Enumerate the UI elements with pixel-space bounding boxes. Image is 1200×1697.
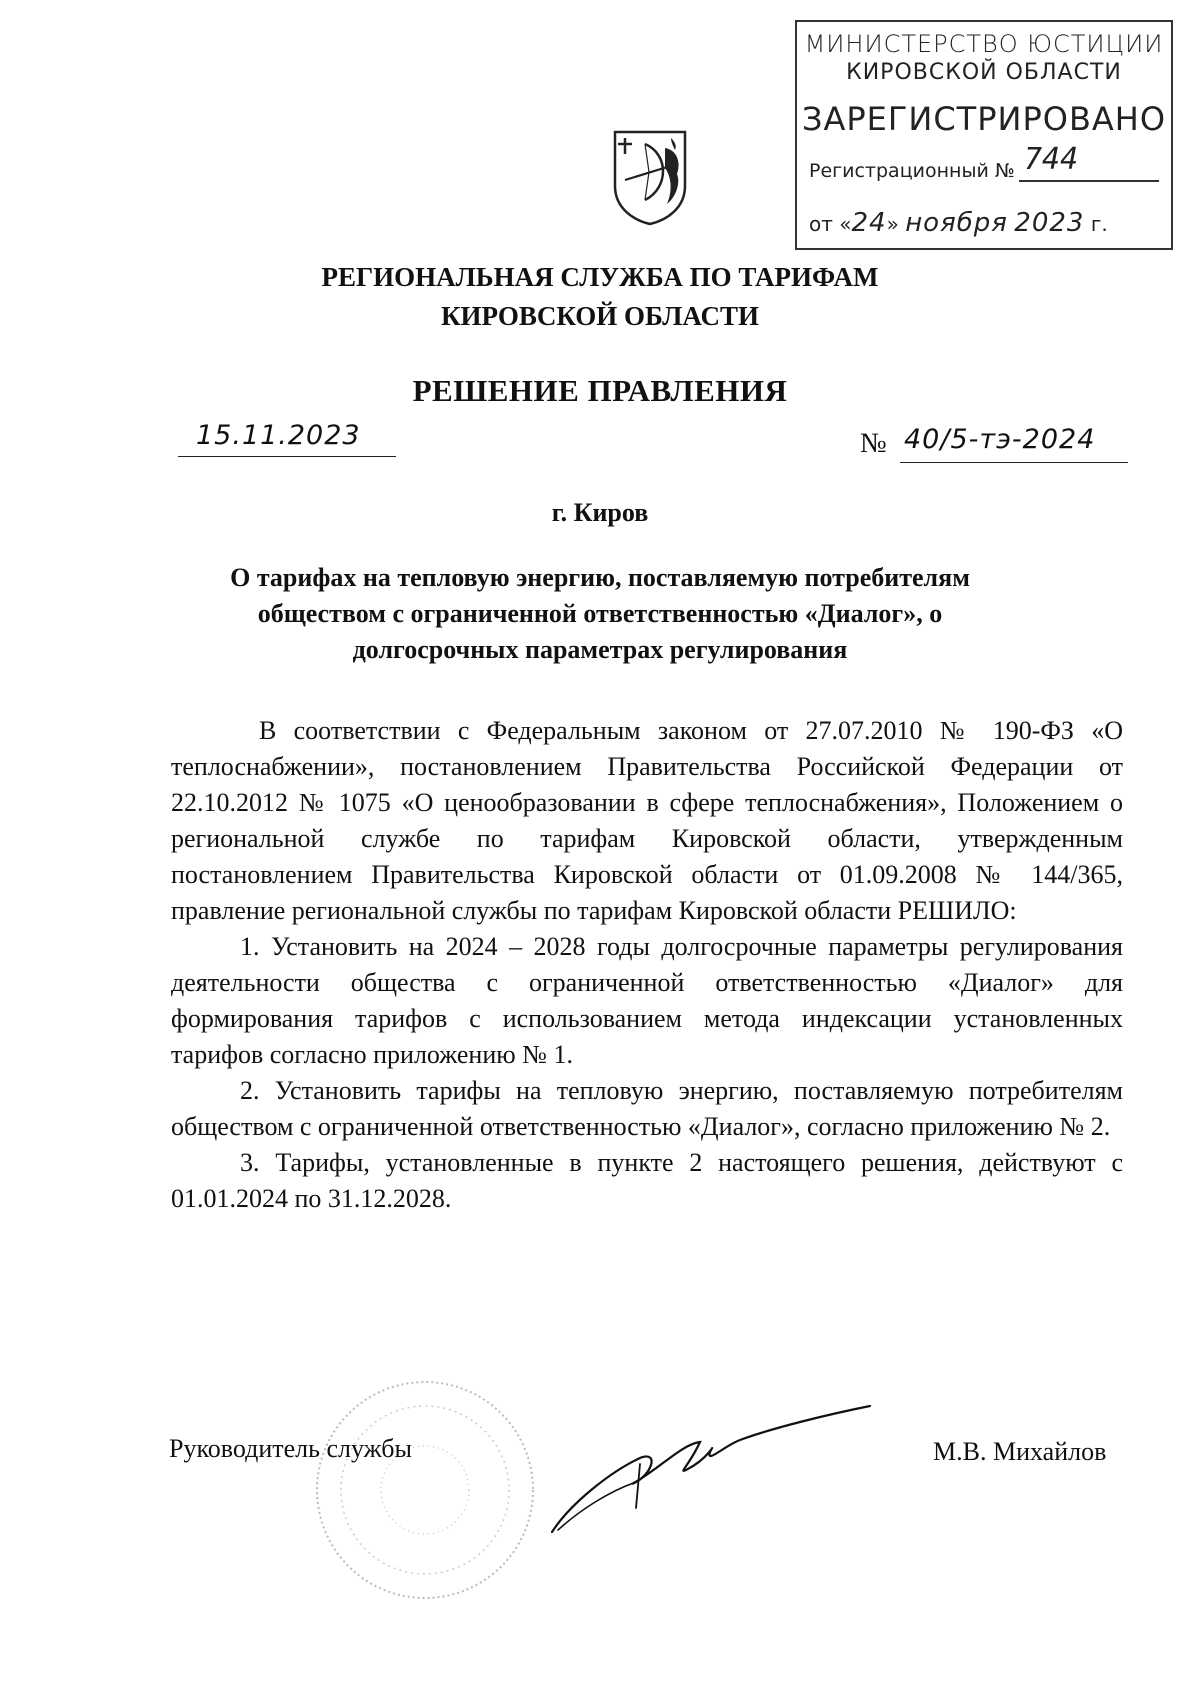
org-name-line1: РЕГИОНАЛЬНАЯ СЛУЖБА ПО ТАРИФАМ xyxy=(321,262,879,292)
registration-stamp xyxy=(795,20,1173,250)
stamp-date-row xyxy=(809,208,1165,238)
kirov-coat-of-arms-icon xyxy=(611,128,689,226)
stamp-date-mid: » xyxy=(886,212,899,236)
stamp-region: КИРОВСКОЙ ОБЛАСТИ xyxy=(846,60,1122,85)
decision-number-line xyxy=(900,462,1128,463)
decision-date: 15.11.2023 xyxy=(196,420,361,451)
stamp-ministry: МИНИСТЕРСТВО ЮСТИЦИИ xyxy=(804,30,1164,58)
signatory-role: Руководитель службы xyxy=(169,1434,412,1463)
item-2-paragraph: 2. Установить тарифы на тепловую энергию, поставляемую потребителям обществом с ограниченной ответственностью «Диалог», согласно приложению № 2. xyxy=(171,1076,1123,1141)
document-body xyxy=(171,713,1123,1217)
signatory-name: М.В. Михайлов xyxy=(933,1437,1107,1466)
document-title: РЕШЕНИЕ ПРАВЛЕНИЯ xyxy=(412,373,788,408)
org-name-line2: КИРОВСКОЙ ОБЛАСТИ xyxy=(440,301,760,331)
city: г. Киров xyxy=(551,498,649,527)
item-3-paragraph: 3. Тарифы, установленные в пункте 2 настоящего решения, действуют с 01.01.2024 по 31.12.2028. xyxy=(171,1148,1123,1213)
document-subject: О тарифах на тепловую энергию, поставляемую потребителям обществом с ограниченной ответственностью «Диалог», о долгосрочных параметрах регулирования xyxy=(230,563,970,664)
stamp-registered: ЗАРЕГИСТРИРОВАНО xyxy=(801,100,1167,138)
preamble-paragraph: В соответствии с Федеральным законом от 27.07.2010 № 190-ФЗ «О теплоснабжении», постановлением Правительства Российской Федерации от 22.10.2012 № 1075 «О ценообразовании в сфере теплоснабжения», Положением о региональной службе по тарифам Кировской области, утвержденным постановлением Правительства Кировской области от 01.09.2008 № 144/365, правление региональной службы по тарифам Кировской области РЕШИЛО: xyxy=(171,716,1123,925)
decision-number-label: № xyxy=(860,428,887,459)
stamp-date-day: 24 xyxy=(851,208,887,238)
decision-number: 40/5-тэ-2024 xyxy=(904,424,1096,455)
official-seal xyxy=(310,1375,540,1605)
stamp-date-suffix: г. xyxy=(1090,212,1108,236)
stamp-regno-value: 744 xyxy=(1024,142,1079,177)
item-1-paragraph: 1. Установить на 2024 – 2028 годы долгосрочные параметры регулирования деятельности общества с ограниченной ответственностью «Диалог» для формирования тарифов с использованием метода индексации установленных тарифов согласно приложению № 1. xyxy=(171,932,1123,1069)
handwritten-signature xyxy=(540,1400,880,1540)
stamp-date-month: ноября xyxy=(905,208,1008,238)
stamp-regno-row xyxy=(809,142,1159,182)
stamp-regno-label: Регистрационный № xyxy=(809,160,1015,182)
stamp-date-year: 2023 xyxy=(1014,208,1085,238)
decision-date-field xyxy=(178,422,396,457)
stamp-regno-line xyxy=(1019,180,1159,182)
stamp-date-prefix: от « xyxy=(809,212,852,236)
